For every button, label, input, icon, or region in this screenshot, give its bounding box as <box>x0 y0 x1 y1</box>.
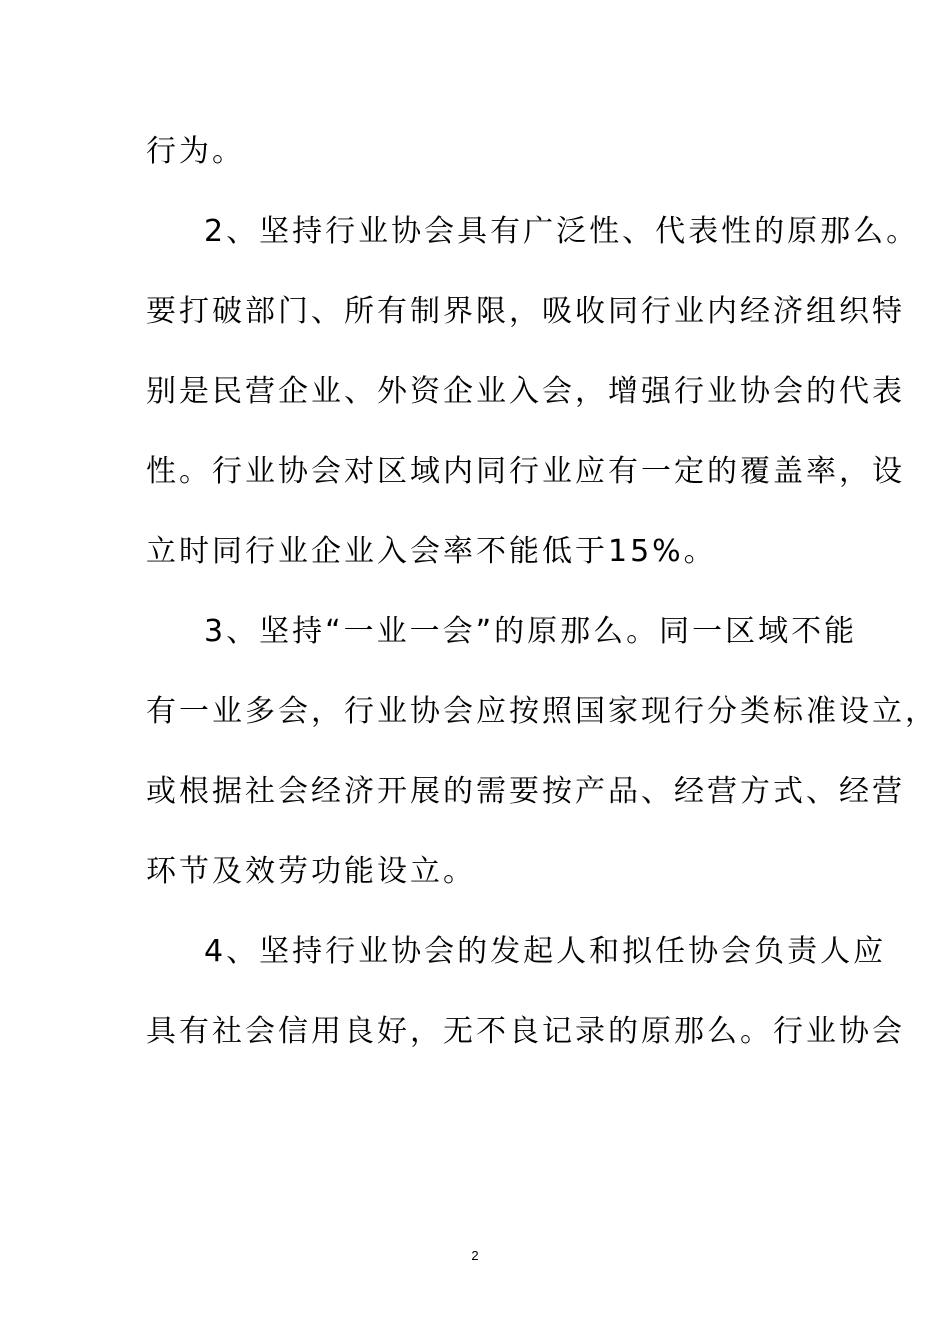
text-line: 具有社会信用良好，无不良记录的原那么。行业协会 <box>146 1014 905 1049</box>
text-line: 行为。 <box>146 134 245 169</box>
text-line: 环节及效劳功能设立。 <box>146 854 476 889</box>
text-line: 或根据社会经济开展的需要按产品、经营方式、经营 <box>146 774 905 809</box>
text-line: 立时同行业企业入会率不能低于15%。 <box>146 534 717 569</box>
page-number: 2 <box>471 1248 479 1263</box>
text-line: 3、坚持“一业一会”的原那么。同一区域不能 <box>204 614 858 649</box>
text-line: 别是民营企业、外资企业入会，增强行业协会的代表 <box>146 374 905 409</box>
text-line: 2、坚持行业协会具有广泛性、代表性的原那么。 <box>204 214 920 249</box>
text-line: 4、坚持行业协会的发起人和拟任协会负责人应 <box>204 934 887 969</box>
text-line: 要打破部门、所有制界限，吸收同行业内经济组织特 <box>146 294 905 329</box>
text-line: 性。行业协会对区域内同行业应有一定的覆盖率，设 <box>146 454 905 489</box>
text-line: 有一业多会，行业协会应按照国家现行分类标准设立， <box>146 694 938 729</box>
